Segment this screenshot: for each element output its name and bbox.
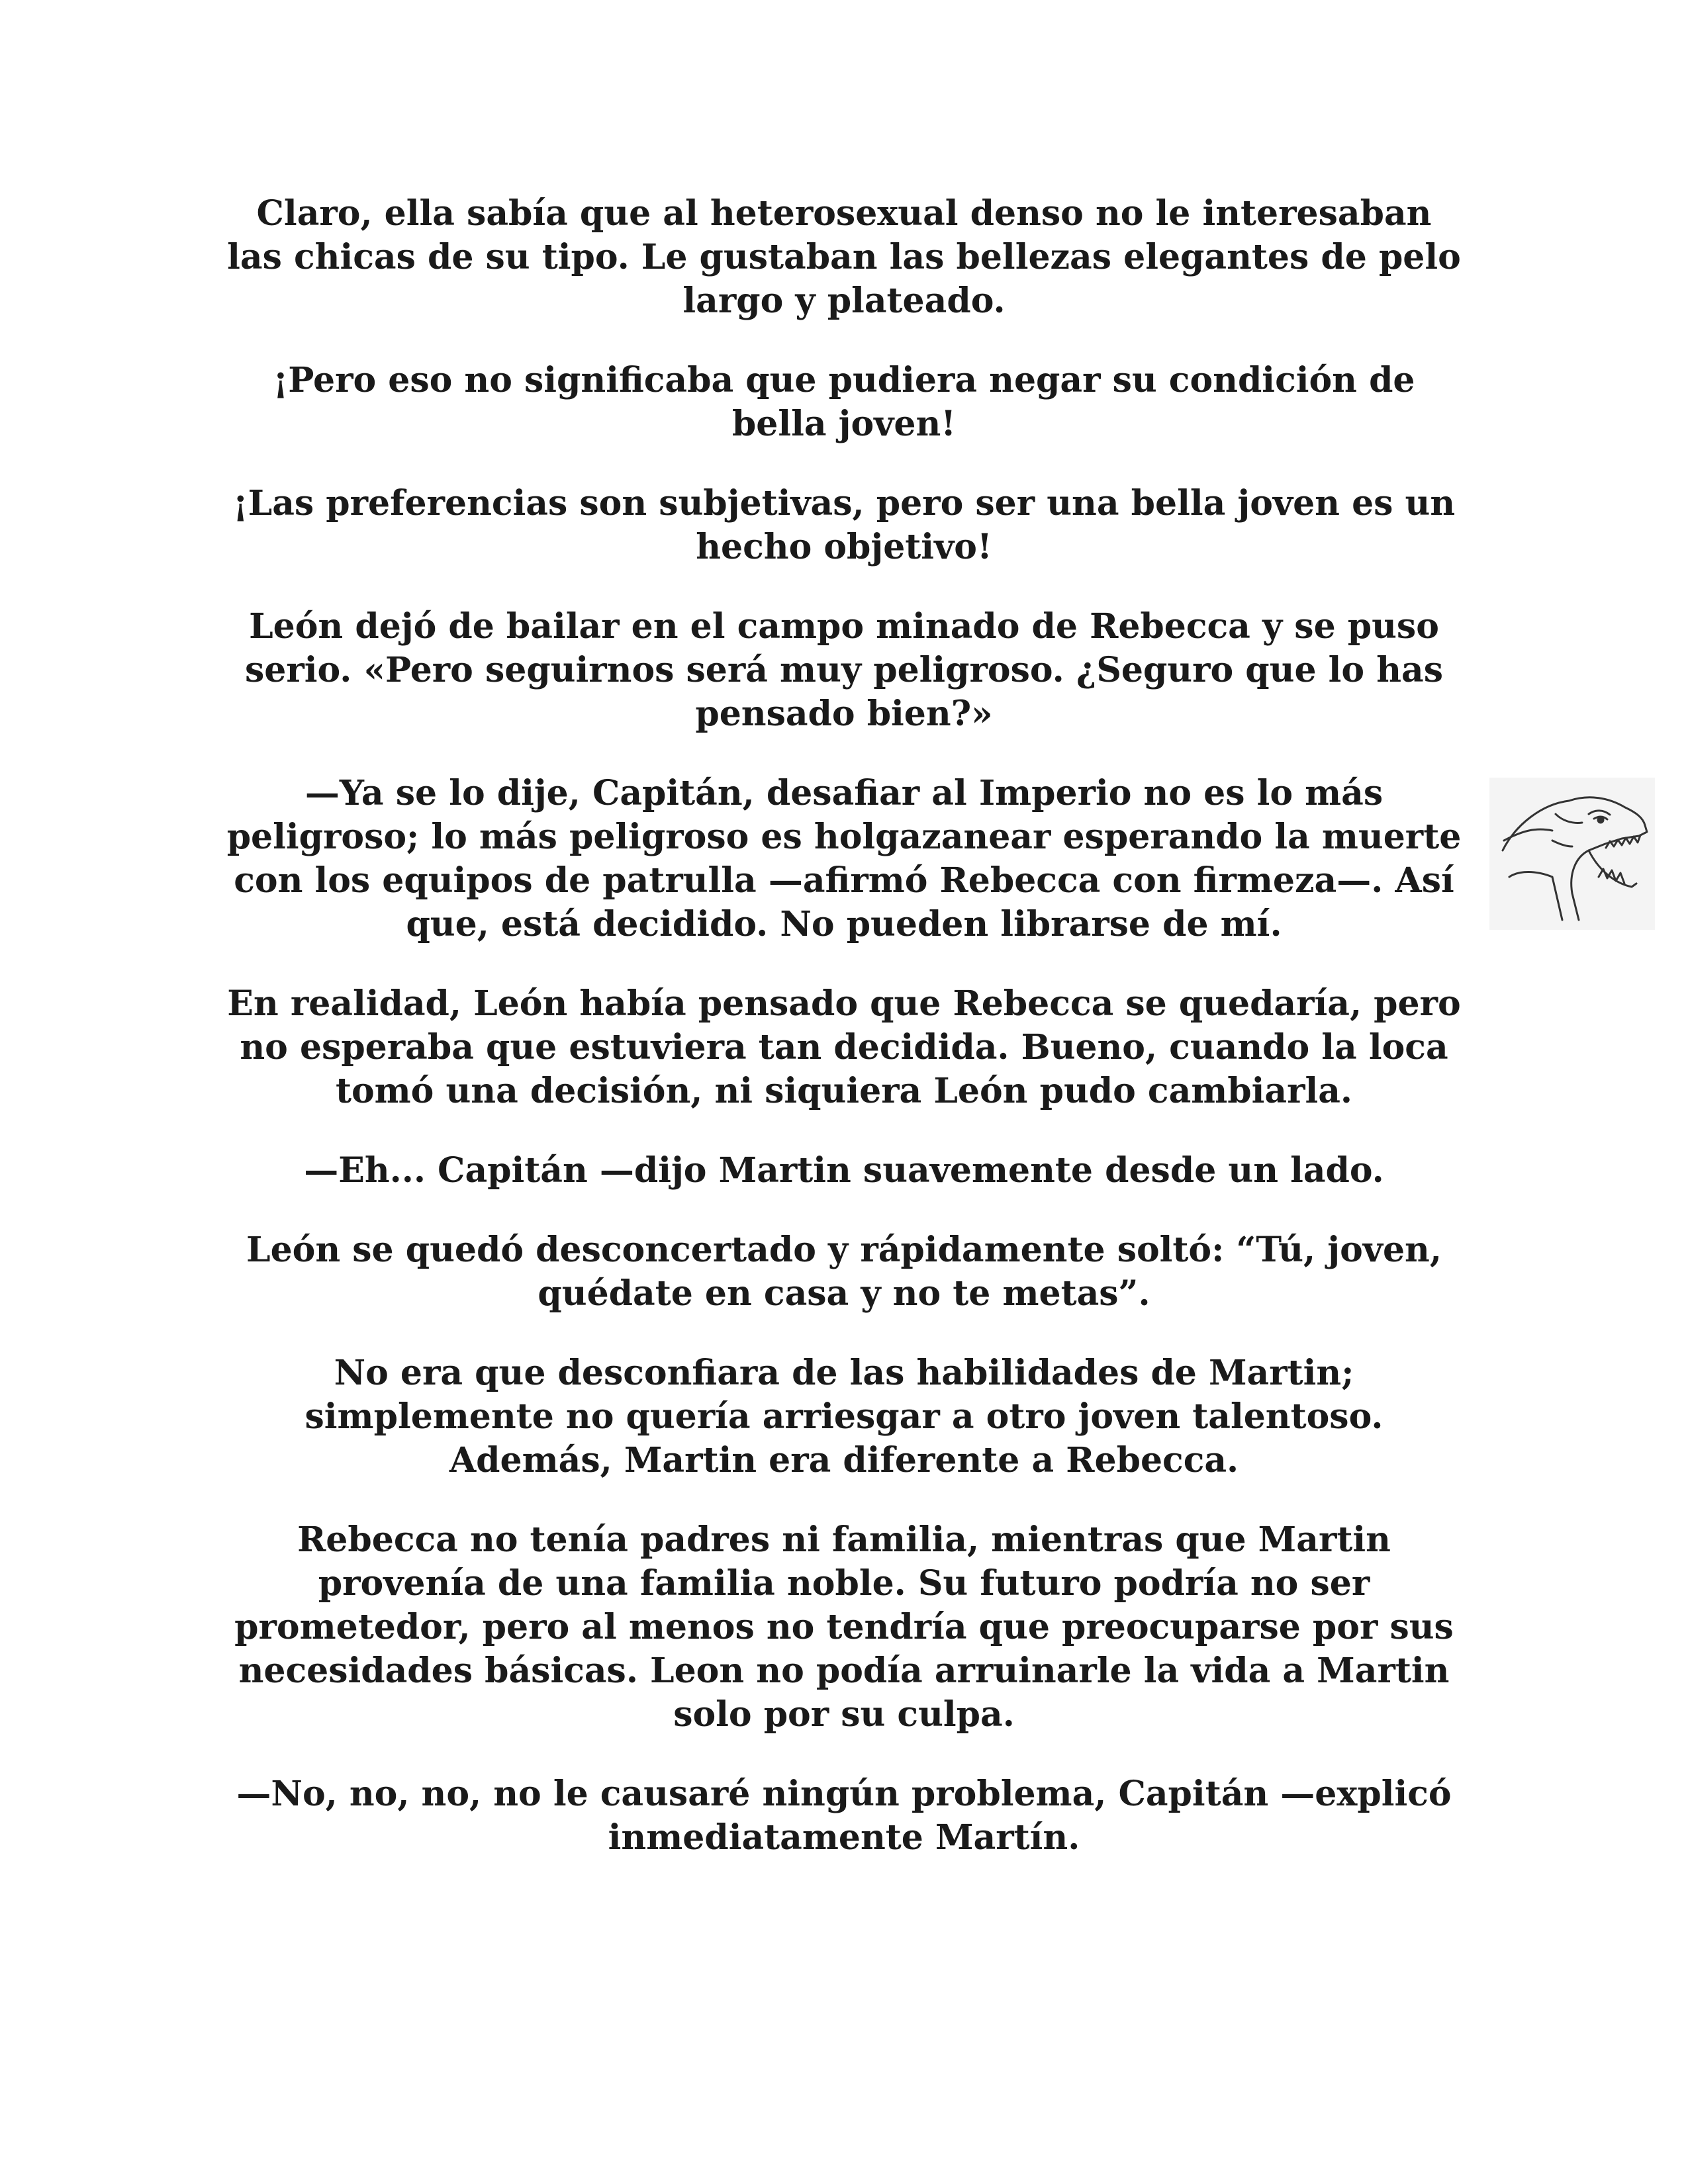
paragraph-6: En realidad, León había pensado que Rebecca se quedaría, pero no esperaba que estuviera tan decidida. Bueno, cuando la loca tomó una decisión, ni siquiera León pudo cambiarla. — [227, 983, 1461, 1111]
story-text — [225, 192, 1463, 1895]
paragraph-1: Claro, ella sabía que al heterosexual denso no le interesaban las chicas de su tipo. Le gustaban las bellezas elegantes de pelo largo y plateado. — [227, 193, 1461, 321]
dinosaur-head-icon — [1489, 778, 1655, 930]
paragraph-10: Rebecca no tenía padres ni familia, mientras que Martin provenía de una familia noble. Su futuro podría no ser prometedor, pero al menos no tendría que preocuparse por sus necesidades básicas. Leon no podía arruinarle la vida a Martin solo por su culpa. — [234, 1520, 1454, 1735]
paragraph-4: León dejó de bailar en el campo minado de Rebecca y se puso serio. «Pero seguirnos será muy peligroso. ¿Seguro que lo has pensado bien?» — [245, 606, 1443, 734]
paragraph-2: ¡Pero eso no significaba que pudiera negar su condición de bella joven! — [273, 360, 1415, 444]
paragraph-9: No era que desconfiara de las habilidades de Martin; simplemente no quería arriesgar a otro joven talentoso. Además, Martin era diferente a Rebecca. — [305, 1353, 1383, 1480]
paragraph-5: —Ya se lo dije, Capitán, desafiar al Imperio no es lo más peligroso; lo más peligroso es holgazanear esperando la muerte con los equipos de patrulla —afirmó Rebecca con firmeza—. Así que, está decidido. No pueden librarse de mí. — [226, 773, 1462, 944]
paragraph-8: León se quedó desconcertado y rápidamente soltó: “Tú, joven, quédate en casa y no te metas”. — [246, 1230, 1442, 1314]
paragraph-3: ¡Las preferencias son subjetivas, pero ser una bella joven es un hecho objetivo! — [232, 483, 1456, 567]
paragraph-11: —No, no, no, no le causaré ningún problema, Capitán —explicó inmediatamente Martín. — [236, 1774, 1452, 1858]
paragraph-7: —Eh... Capitán —dijo Martin suavemente desde un lado. — [304, 1150, 1384, 1191]
